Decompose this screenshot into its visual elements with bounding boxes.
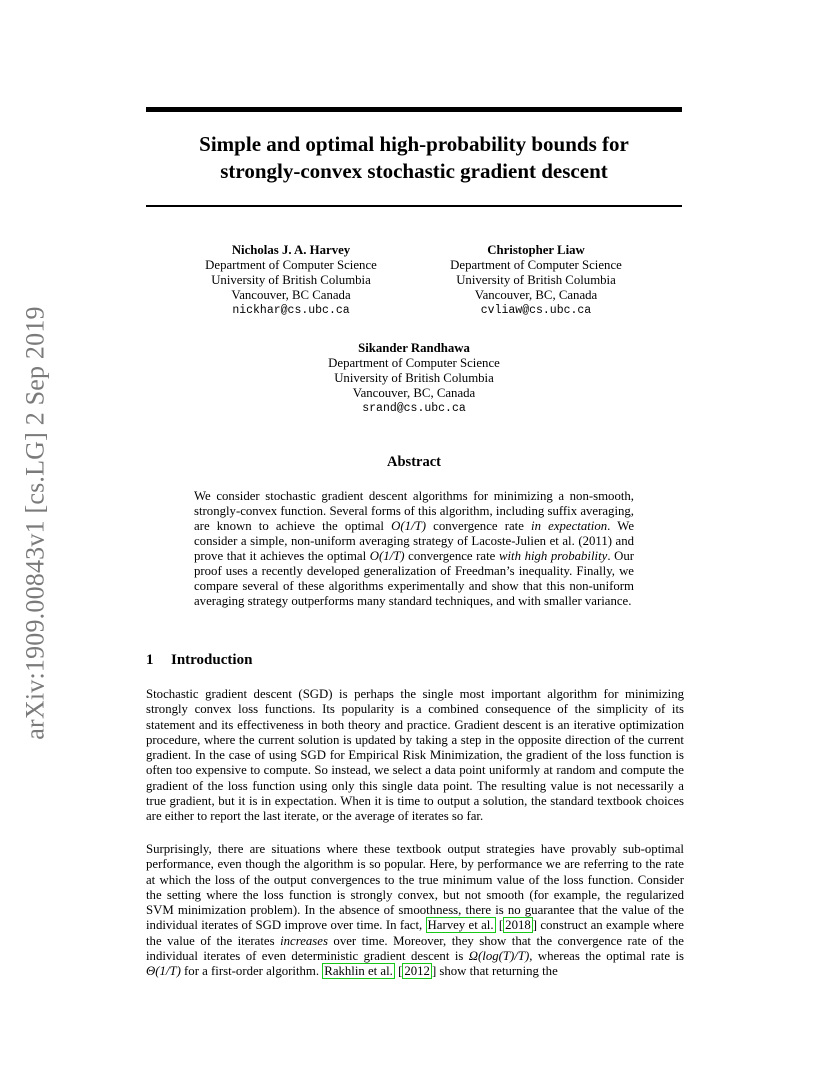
author-dept: Department of Computer Science	[205, 258, 377, 272]
paragraph-text: Surprisingly, there are situations where these textbook output strategies have provably sub-optimal performance, even though the algorithm is so popular. Here, by performance we are referring to the rate at which the loss of the output convergences to the true minimum value of the loss function. Consider the setting where the loss function is strongly convex, but not smooth (for example, the regularized SVM minimization problem). In the absence of smoothness, there is no guarantee that the value of the individual iterates of SGD improve over time. In fact,	[146, 842, 684, 933]
abstract-text: convergence rate	[404, 549, 499, 563]
author-location: Vancouver, BC, Canada	[352, 386, 476, 400]
abstract-heading: Abstract	[387, 454, 441, 470]
section-title: Introduction	[171, 652, 253, 668]
emphasis-text: with high probability	[498, 549, 608, 563]
paper-title	[146, 131, 682, 185]
abstract-text: We consider stochastic gradient descent algorithms for minimizing a non-smooth, strongly-convex function. Several forms of this algorithm, including suffix averaging, are known to achieve the optimal	[194, 489, 634, 533]
citation-link[interactable]: Rakhlin et al.	[324, 964, 393, 979]
author-block-1	[171, 243, 411, 318]
title-line-1: Simple and optimal high-probability bounds for	[199, 132, 629, 156]
arxiv-sidebar	[14, 288, 58, 758]
arxiv-id: arXiv:1909.00843v1 [cs.LG] 2 Sep 2019	[21, 306, 50, 740]
author-name: Sikander Randhawa	[358, 341, 470, 355]
citation-year-link[interactable]: 2018	[505, 918, 531, 933]
paragraph-text: construct an example where the value of the iterates	[146, 918, 684, 948]
author-block-3	[294, 341, 534, 416]
author-name: Nicholas J. A. Harvey	[231, 243, 351, 257]
abstract-body	[194, 489, 634, 609]
section-number: 1	[146, 652, 154, 668]
title-rule-bottom	[146, 205, 682, 207]
citation-link[interactable]: Harvey et al.	[427, 918, 494, 933]
abstract-text: convergence rate	[425, 519, 532, 533]
author-univ: University of British Columbia	[334, 371, 494, 385]
abstract-text: . Our proof uses a recently developed generalization of Freedman’s inequality. Finally, we compare several of these algorithms experimentally and show that this non-uniform averaging strategy outperforms many standard techniques, and with smaller variance.	[194, 549, 634, 608]
title-line-2: strongly-convex stochastic gradient descent	[220, 159, 608, 183]
author-dept: Department of Computer Science	[328, 356, 500, 370]
paragraph-text: show that returning the	[436, 964, 558, 979]
title-rule-top	[146, 107, 682, 112]
citation-year-link[interactable]: 2012	[404, 964, 430, 979]
emphasis-text: increases	[280, 933, 328, 948]
math-expression: O(1/T)	[369, 549, 405, 563]
math-expression: Θ(1/T)	[146, 964, 181, 979]
author-email: cvliaw@cs.ubc.ca	[480, 304, 592, 317]
author-univ: University of British Columbia	[211, 273, 371, 287]
author-email: srand@cs.ubc.ca	[362, 402, 466, 415]
math-expression: O(1/T)	[391, 519, 426, 533]
paragraph-text: over time. Moreover, they show that the convergence rate of the individual iterates of even deterministic gradient descent is	[146, 933, 684, 964]
paragraph-text: , whereas the optimal rate is	[529, 949, 684, 964]
author-location: Vancouver, BC Canada	[231, 288, 351, 302]
intro-paragraph-2: Surprisingly, there are situations where these textbook output strategies have provably sub-optimal performance, even though the algorithm is so popular. Here, by performance we are referring to the rate at which the loss of the output convergences to the true minimum value of the loss function. Consider the setting where the loss function is strongly convex, but not smooth (for example, the regularized SVM minimization problem). In the absence of smoothness, there is no guarantee that the value of the individual iterates of SGD improve over time. In fact, Harvey et al. [ 2018 ] construct an example where the value of the iterates increases over time. Moreover, they show that the convergence rate of the individual iterates of even deterministic gradient descent is Ω(log(T)/T), whereas the optimal rate is Θ(1/T) for a first-order algorithm. Rakhlin et al. [ 2012 ] show that returning the	[146, 842, 684, 979]
author-block-2	[416, 243, 656, 318]
intro-paragraph-1: Stochastic gradient descent (SGD) is perhaps the single most important algorithm for minimizing strongly convex loss functions. Its popularity is a combined consequence of the simplicity of its statement and its effectiveness in both theory and practice. Gradient descent is an iterative optimization procedure, where the current solution is updated by taking a step in the opposite direction of the current gradient. In the case of using SGD for Empirical Risk Minimization, the gradient of the loss function is often too expensive to compute. So instead, we select a data point uniformly at random and compute the gradient of the loss function using only this single data point. The resulting value is not necessarily a true gradient, but it is in expectation. When it is time to output a solution, the standard textbook choices are either to report the last iterate, or the average of iterates so far.	[146, 687, 684, 824]
author-name: Christopher Liaw	[487, 243, 585, 257]
author-univ: University of British Columbia	[456, 273, 616, 287]
author-dept: Department of Computer Science	[450, 258, 622, 272]
emphasis-text: in expectation	[531, 519, 608, 533]
paragraph-text: for a first-order algorithm.	[180, 964, 323, 979]
math-expression: Ω(log(T)/T)	[468, 949, 530, 964]
section-heading	[146, 652, 252, 669]
author-email: nickhar@cs.ubc.ca	[232, 304, 350, 317]
abstract-text: . We consider a simple, non-uniform averaging strategy of Lacoste-Julien et al. (2011) and prove that it achieves the optimal	[194, 519, 634, 563]
author-location: Vancouver, BC, Canada	[474, 288, 598, 302]
